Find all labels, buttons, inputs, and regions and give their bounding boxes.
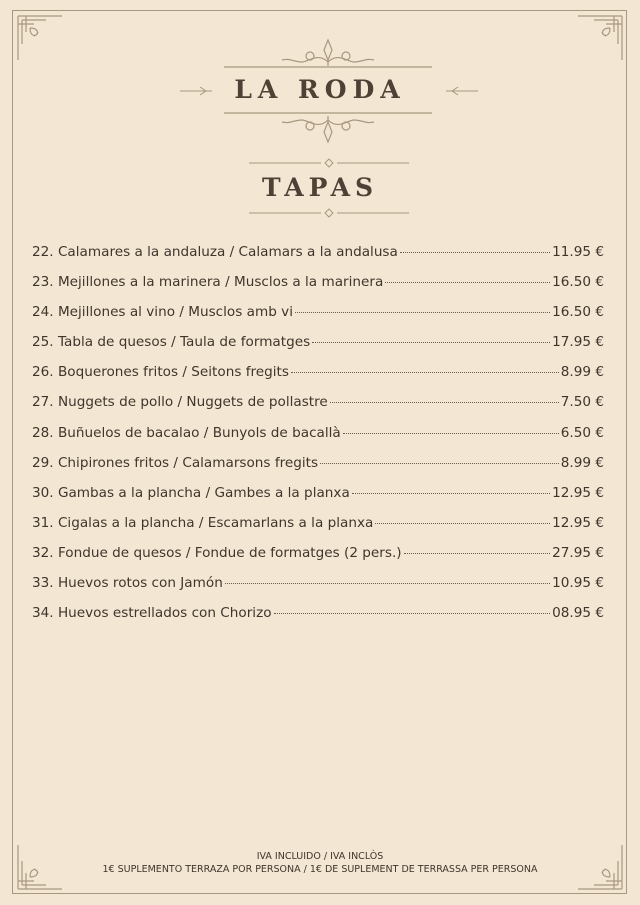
menu-items-list xyxy=(32,244,604,635)
divider-icon xyxy=(249,158,409,168)
menu-item xyxy=(32,455,604,485)
menu-item xyxy=(32,485,604,515)
menu-item xyxy=(32,425,604,455)
menu-item xyxy=(32,364,604,394)
item-price: 12.95 € xyxy=(552,514,604,531)
menu-item xyxy=(32,575,604,605)
dot-leader xyxy=(312,342,550,343)
menu-item xyxy=(32,545,604,575)
dot-leader xyxy=(291,372,559,373)
item-price: 16.50 € xyxy=(552,274,604,291)
section-title: TAPAS xyxy=(261,173,379,202)
dot-leader xyxy=(330,402,559,403)
item-name: 23. Mejillones a la marinera / Musclos a la marinera xyxy=(32,274,384,291)
item-price: 12.95 € xyxy=(552,484,604,501)
item-price: 27.95 € xyxy=(552,544,604,561)
item-price: 8.99 € xyxy=(560,364,604,381)
dot-leader xyxy=(343,433,559,434)
item-name: 34. Huevos estrellados con Chorizo xyxy=(32,605,272,622)
dot-leader xyxy=(320,463,559,464)
item-name: 31. Cigalas a la plancha / Escamarlans a la planxa xyxy=(32,514,374,531)
menu-item xyxy=(32,334,604,364)
dot-leader xyxy=(375,523,550,524)
dot-leader xyxy=(225,583,550,584)
footer-vat-note: IVA INCLUIDO / IVA INCLÒS xyxy=(256,851,384,862)
menu-item xyxy=(32,394,604,424)
item-name: 28. Buñuelos de bacalao / Bunyols de bacallà xyxy=(32,424,341,441)
item-name: 29. Chipirones fritos / Calamarsons fregits xyxy=(32,454,319,471)
dot-leader xyxy=(352,493,550,494)
dot-leader xyxy=(295,312,550,313)
footer-terrace-note: 1€ SUPLEMENTO TERRAZA POR PERSONA / 1€ DE SUPLEMENT DE TERRASSA PER PERSONA xyxy=(102,864,538,875)
divider-icon xyxy=(249,208,409,218)
item-price: 16.50 € xyxy=(552,304,604,321)
dot-leader xyxy=(404,553,551,554)
item-name: 30. Gambas a la plancha / Gambes a la planxa xyxy=(32,484,350,501)
item-name: 26. Boquerones fritos / Seitons fregits xyxy=(32,364,289,381)
item-name: 33. Huevos rotos con Jamón xyxy=(32,575,223,592)
item-name: 22. Calamares a la andaluza / Calamars a la andalusa xyxy=(32,244,398,260)
item-price: 8.99 € xyxy=(560,454,604,471)
restaurant-name: LA RODA xyxy=(234,75,406,104)
item-name: 25. Tabla de quesos / Taula de formatges xyxy=(32,334,311,351)
item-name: 24. Mejillones al vino / Musclos amb vi xyxy=(32,304,293,321)
item-price: 11.95 € xyxy=(552,244,604,260)
menu-item xyxy=(32,515,604,545)
menu-item xyxy=(32,274,604,304)
dot-leader xyxy=(400,252,550,253)
item-price: 17.95 € xyxy=(552,334,604,351)
item-price: 10.95 € xyxy=(552,575,604,592)
menu-item xyxy=(32,304,604,334)
item-name: 27. Nuggets de pollo / Nuggets de pollastre xyxy=(32,394,328,411)
corner-ornament-icon xyxy=(576,14,624,62)
dot-leader xyxy=(274,613,551,614)
menu-item xyxy=(32,605,604,635)
item-name: 32. Fondue de quesos / Fondue de formatges (2 pers.) xyxy=(32,544,402,561)
item-price: 08.95 € xyxy=(552,605,604,622)
corner-ornament-icon xyxy=(16,14,64,62)
item-price: 7.50 € xyxy=(560,394,604,411)
dot-leader xyxy=(385,282,550,283)
menu-item xyxy=(32,244,604,274)
item-price: 6.50 € xyxy=(560,424,604,441)
